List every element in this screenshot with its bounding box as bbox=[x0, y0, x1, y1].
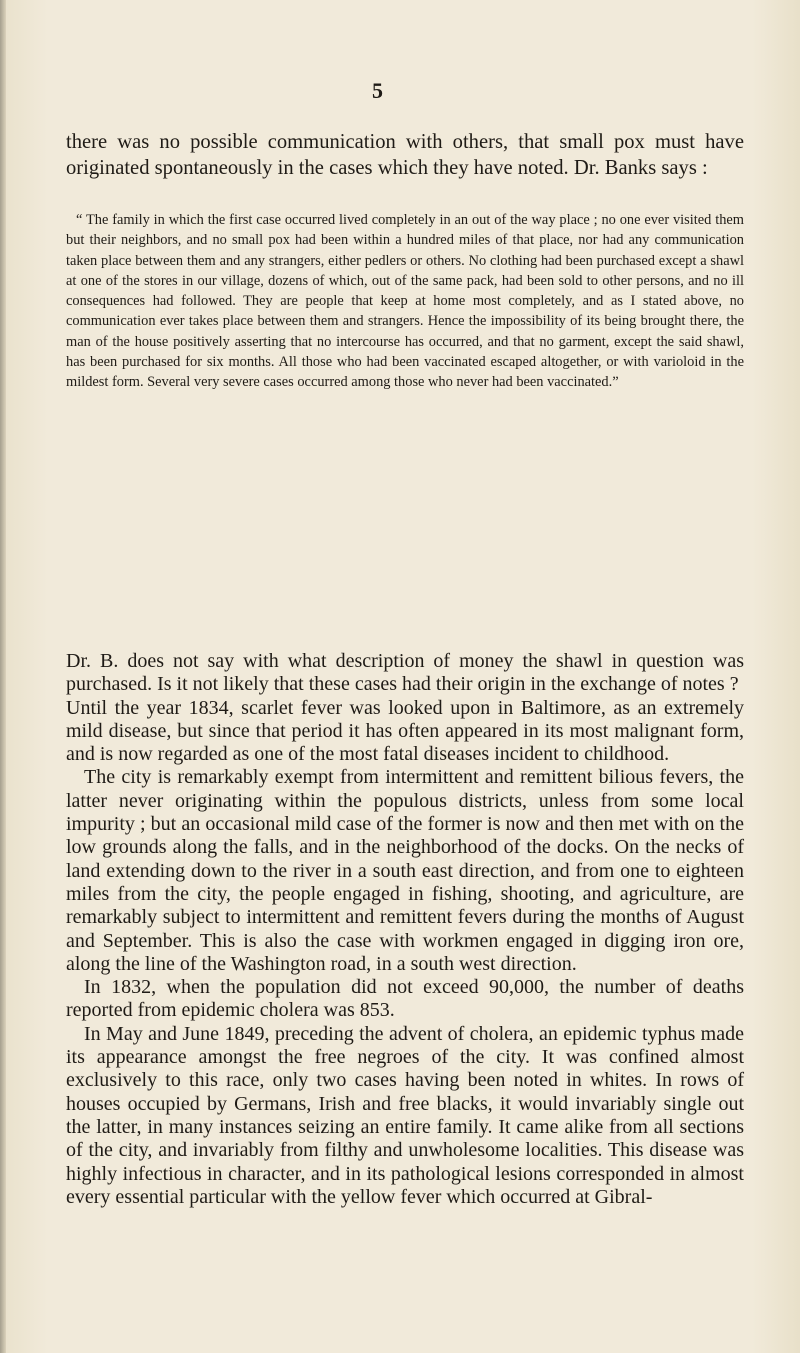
body-text bbox=[66, 650, 744, 1209]
paragraph: The city is remarkably exempt from intermittent and remittent bilious fevers, the latter never originating within the populous districts, unless from some local impurity ; but an occasional mild case of the former is now and then met with on the low grounds along the falls, and in the neighborhood of the docks. On the necks of land extending down to the river in a south east direction, and from one to eighteen miles from the city, the people engaged in fishing, shooting, and agriculture, are remarkably subject to intermittent and remittent fevers during the months of August and September. This is also the case with workmen engaged in digging iron ore, along the line of the Washington road, in a south west direction. bbox=[66, 766, 744, 975]
page-number: 5 bbox=[372, 78, 383, 103]
paragraph: Dr. B. does not say with what description of money the shawl in question was purchased. Is it not likely that these cases had their origin in the exchange of notes ? bbox=[66, 650, 744, 696]
paragraph: In May and June 1849, preceding the advent of cholera, an epidemic typhus made its appearance amongst the free negroes of the city. It was confined almost exclusively to this race, only two cases having been noted in whites. In rows of houses occupied by Germans, Irish and free blacks, it would invariably single out the latter, in many instances seizing an entire family. It came alike from all sections of the city, and invariably from filthy and unwholesome localities. This disease was highly infectious in character, and in its pathological lesions corresponded in almost every essential particular with the yellow fever which occurred at Gibral- bbox=[66, 1022, 744, 1208]
paragraph: In 1832, when the population did not exceed 90,000, the number of deaths reported from epidemic cholera was 853. bbox=[66, 976, 744, 1022]
paragraph: Until the year 1834, scarlet fever was looked upon in Baltimore, as an extremely mild disease, but since that period it has often appeared in its most malignant form, and is now regarded as one of the most fatal diseases incident to childhood. bbox=[66, 696, 744, 766]
block-quote: “ The family in which the first case occurred lived completely in an out of the way place ; no one ever visited them but their neighbors, and no small pox had been within a hundred miles of that place, nor had any communication taken place between them and any strangers, either pedlers or others. No clothing had been purchased except a shawl at one of the stores in our village, dozens of which, out of the same pack, had been sold to other persons, and no ill consequences had followed. They are people that keep at home most completely, and as I stated above, no communication ever takes place between them and strangers. Hence the impossibility of its being brought there, the man of the house positively asserting that no intercourse has occurred, and that no garment, except the said shawl, has been purchased for six months. All those who had been vaccinated escaped altogether, or with varioloid in the mildest form. Several very severe cases occurred among those who never had been vaccinated.” bbox=[66, 212, 744, 391]
page-spine-shadow bbox=[0, 0, 6, 1353]
intro-paragraph: there was no possible communication with others, that small pox must have originated spontaneously in the cases which they have noted. Dr. Banks says : bbox=[66, 131, 744, 179]
